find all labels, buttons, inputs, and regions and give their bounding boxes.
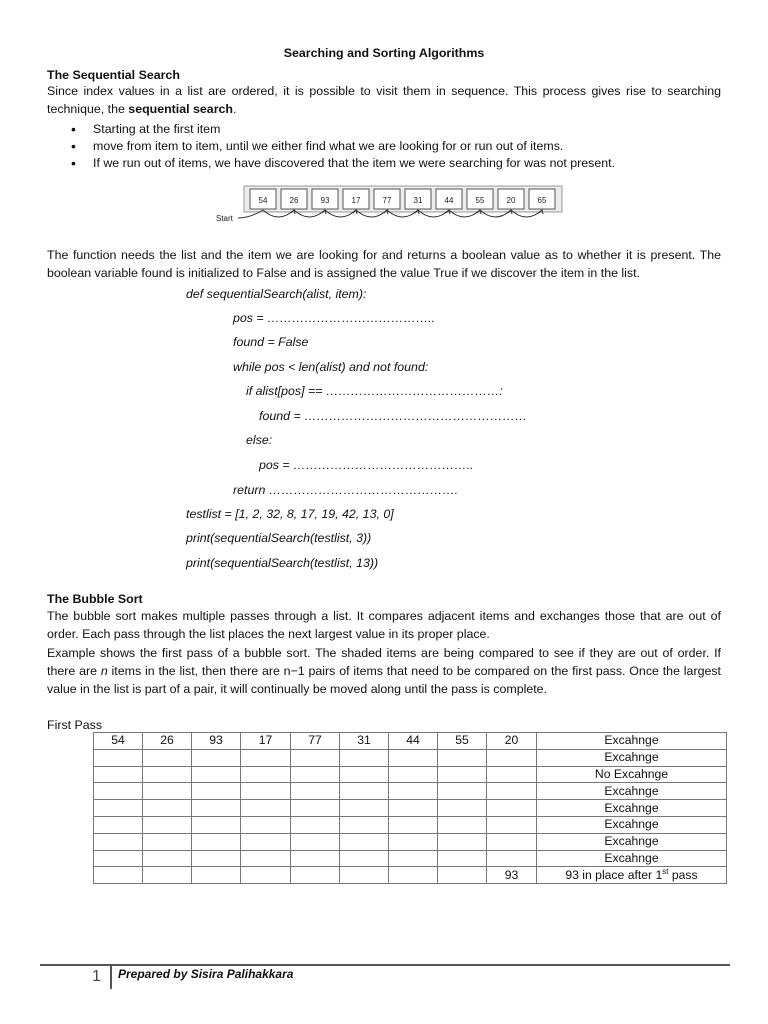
- table-cell: 17: [241, 733, 291, 750]
- first-pass-label: First Pass: [47, 718, 103, 732]
- final-note-text: 93 in place after 1: [565, 867, 663, 882]
- code-line: pos = ……………………………………..: [259, 458, 474, 472]
- table-row: [94, 733, 727, 750]
- table-note: Excahnge: [537, 749, 727, 766]
- code-line: pos = …………………………………..: [233, 311, 436, 325]
- para2-text-rest: items in the list, then there are n−1 pairs of items that need to be compared on the first pass. Once the largest value in the list is part of a pair, it will continually be moved along until the pass is complete.: [47, 664, 721, 696]
- sequential-search-heading: The Sequential Search: [47, 68, 180, 82]
- table-cell: 77: [291, 733, 340, 750]
- table-note: Excahnge: [537, 833, 727, 850]
- list-cell-value: 54: [258, 196, 268, 205]
- table-row: [94, 833, 727, 850]
- page-number: 1: [92, 968, 101, 985]
- list-cell-value: 93: [320, 196, 330, 205]
- sequential-search-figure: [214, 184, 574, 226]
- table-cell: 55: [438, 733, 487, 750]
- table-cell: 44: [389, 733, 438, 750]
- table-row: [94, 850, 727, 867]
- table-row: [94, 816, 727, 833]
- final-note-sup: st: [662, 866, 669, 876]
- list-cell-value: 77: [382, 196, 392, 205]
- table-cell: 31: [340, 733, 389, 750]
- list-cell-value: 55: [475, 196, 485, 205]
- table-cell: 20: [487, 733, 537, 750]
- table-cell: 93: [487, 867, 537, 884]
- code-line: print(sequentialSearch(testlist, 13)): [186, 556, 379, 570]
- table-note: Excahnge: [537, 783, 727, 800]
- list-cell-value: 65: [537, 196, 547, 205]
- code-line: if alist[pos] == ……………………………………:: [246, 384, 503, 398]
- table-cell: 54: [94, 733, 143, 750]
- sequential-steps-list: [47, 121, 727, 172]
- bubble-sort-para2: [47, 644, 721, 698]
- sequential-search-intro: [47, 82, 721, 118]
- table-cell: 93: [192, 733, 241, 750]
- list-cell-value: 17: [351, 196, 361, 205]
- table-cell: 26: [143, 733, 192, 750]
- table-note: Excahnge: [537, 800, 727, 817]
- para2-n: n: [100, 664, 108, 678]
- intro-bold-term: sequential search: [128, 102, 233, 116]
- table-row: [94, 766, 727, 783]
- table-row: [94, 800, 727, 817]
- code-line: def sequentialSearch(alist, item):: [186, 287, 367, 301]
- table-row: [94, 867, 727, 884]
- code-line: else:: [246, 433, 273, 447]
- table-row: [94, 783, 727, 800]
- footer-vertical-bar: [110, 965, 112, 989]
- table-note: No Excahnge: [537, 766, 727, 783]
- document-title: Searching and Sorting Algorithms: [283, 46, 485, 60]
- para2-text: Example shows the first pass of a bubble sort. The shaded items are being compared to see if they are out of order. If there are: [47, 646, 721, 678]
- list-item: • move from item to item, until we either find what we are looking for or run out of items.: [47, 138, 727, 155]
- list-cell-value: 20: [506, 196, 516, 205]
- table-row: [94, 749, 727, 766]
- list-item: • Starting at the first item: [47, 121, 727, 138]
- sequential-search-description: The function needs the list and the item we are looking for and returns a boolean value as to whether it is present. The boolean variable found is initialized to False and is assigned the value True if we discover the item in the list.: [47, 248, 721, 280]
- table-note-final: [537, 867, 727, 884]
- bubble-sort-para1: The bubble sort makes multiple passes through a list. It compares adjacent items and exchanges those that are out of order. Each pass through the list places the next largest value in its proper place.: [47, 609, 721, 641]
- list-cell-value: 26: [289, 196, 299, 205]
- table-note: Excahnge: [537, 850, 727, 867]
- code-line: return ……………………………………….: [233, 483, 459, 497]
- list-cell-value: 44: [444, 196, 454, 205]
- list-cell-value: 31: [413, 196, 423, 205]
- code-line: while pos < len(alist) and not found:: [233, 360, 429, 374]
- table-note: Excahnge: [537, 816, 727, 833]
- bubble-sort-heading: The Bubble Sort: [47, 592, 143, 606]
- table-note: Excahnge: [537, 733, 727, 750]
- intro-text: Since index values in a list are ordered, it is possible to visit them in sequence. This process gives rise to searching technique, the: [47, 84, 721, 116]
- list-item: • If we run out of items, we have discovered that the item we were searching for was not present.: [47, 155, 727, 172]
- code-line: print(sequentialSearch(testlist, 3)): [186, 531, 372, 545]
- code-line: found = False: [233, 335, 309, 349]
- prepared-by: Prepared by Sisira Palihakkara: [118, 967, 294, 981]
- final-note-end: pass: [668, 867, 698, 882]
- code-line: testlist = [1, 2, 32, 8, 17, 19, 42, 13, 0]: [186, 507, 394, 521]
- first-pass-table: [93, 732, 727, 884]
- intro-end: .: [232, 102, 237, 116]
- code-line: found = ………………………………………………: [259, 409, 528, 423]
- start-label: Start: [216, 214, 233, 223]
